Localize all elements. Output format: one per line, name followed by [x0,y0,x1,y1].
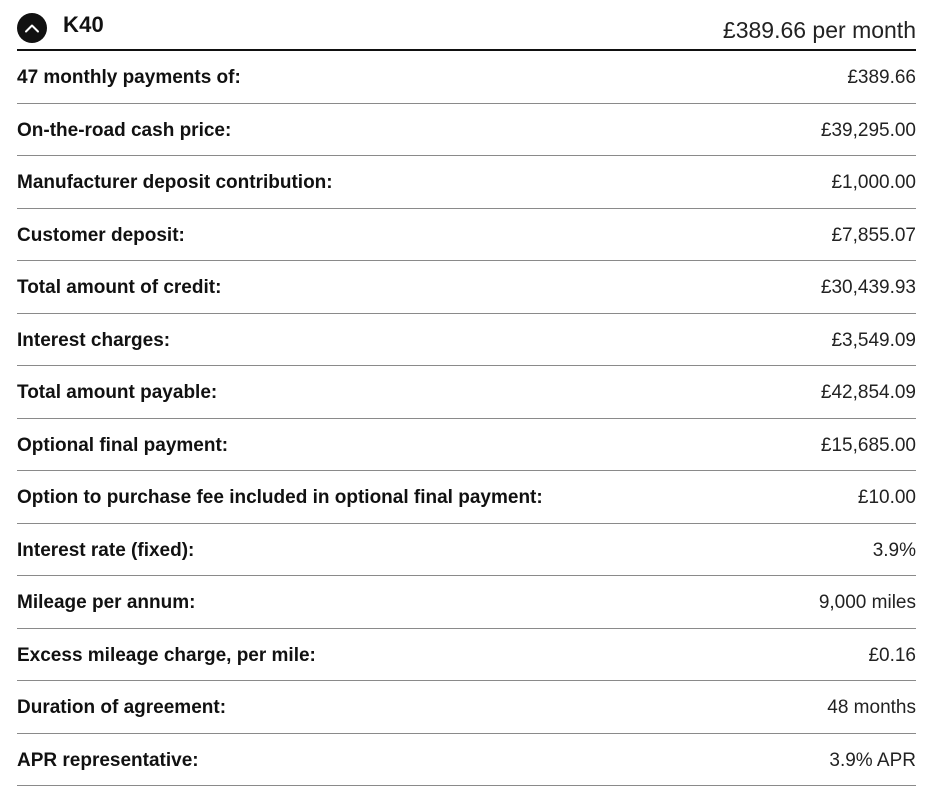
row-value: £39,295.00 [820,119,916,141]
row-value: 3.9% APR [829,749,916,771]
finance-row [17,366,916,419]
row-label: On-the-road cash price: [17,119,232,141]
row-label: Total amount of credit: [17,277,222,299]
row-value: £389.66 [847,67,916,89]
row-value: 9,000 miles [818,592,916,614]
row-label: Interest charges: [17,329,171,351]
row-label: Total amount payable: [17,382,218,404]
row-value: 3.9% [872,539,916,561]
finance-row [17,576,916,629]
finance-row [17,524,916,577]
finance-row [17,51,916,104]
row-value: £15,685.00 [820,434,916,456]
finance-row [17,419,916,472]
row-value: £42,854.09 [820,382,916,404]
finance-row [17,261,916,314]
row-label: Option to purchase fee included in optional final payment: [17,487,543,509]
monthly-price: £389.66 per month [722,17,916,43]
row-value: 48 months [827,697,916,719]
row-value: £10.00 [857,487,916,509]
row-value: £7,855.07 [831,224,916,246]
row-label: Optional final payment: [17,434,229,456]
header-left [17,13,104,43]
row-label: Mileage per annum: [17,592,196,614]
row-value: £3,549.09 [831,329,916,351]
model-name: K40 [63,11,104,37]
finance-breakdown-list [17,51,916,786]
row-label: Duration of agreement: [17,697,227,719]
row-label: Manufacturer deposit contribution: [17,172,333,194]
row-value: £0.16 [868,644,916,666]
finance-row [17,314,916,367]
finance-row [17,681,916,734]
finance-summary-header[interactable] [17,0,916,51]
finance-row [17,629,916,682]
row-label: Excess mileage charge, per mile: [17,644,316,666]
row-label: Customer deposit: [17,224,185,246]
row-label: APR representative: [17,749,199,771]
row-value: £30,439.93 [820,277,916,299]
finance-row [17,104,916,157]
row-label: Interest rate (fixed): [17,539,195,561]
row-value: £1,000.00 [831,172,916,194]
collapse-toggle-button[interactable] [17,13,47,43]
finance-row [17,209,916,262]
chevron-up-icon [24,23,40,33]
finance-row [17,734,916,787]
finance-details-panel [17,0,916,786]
finance-row [17,156,916,209]
row-label: 47 monthly payments of: [17,67,241,89]
finance-row [17,471,916,524]
